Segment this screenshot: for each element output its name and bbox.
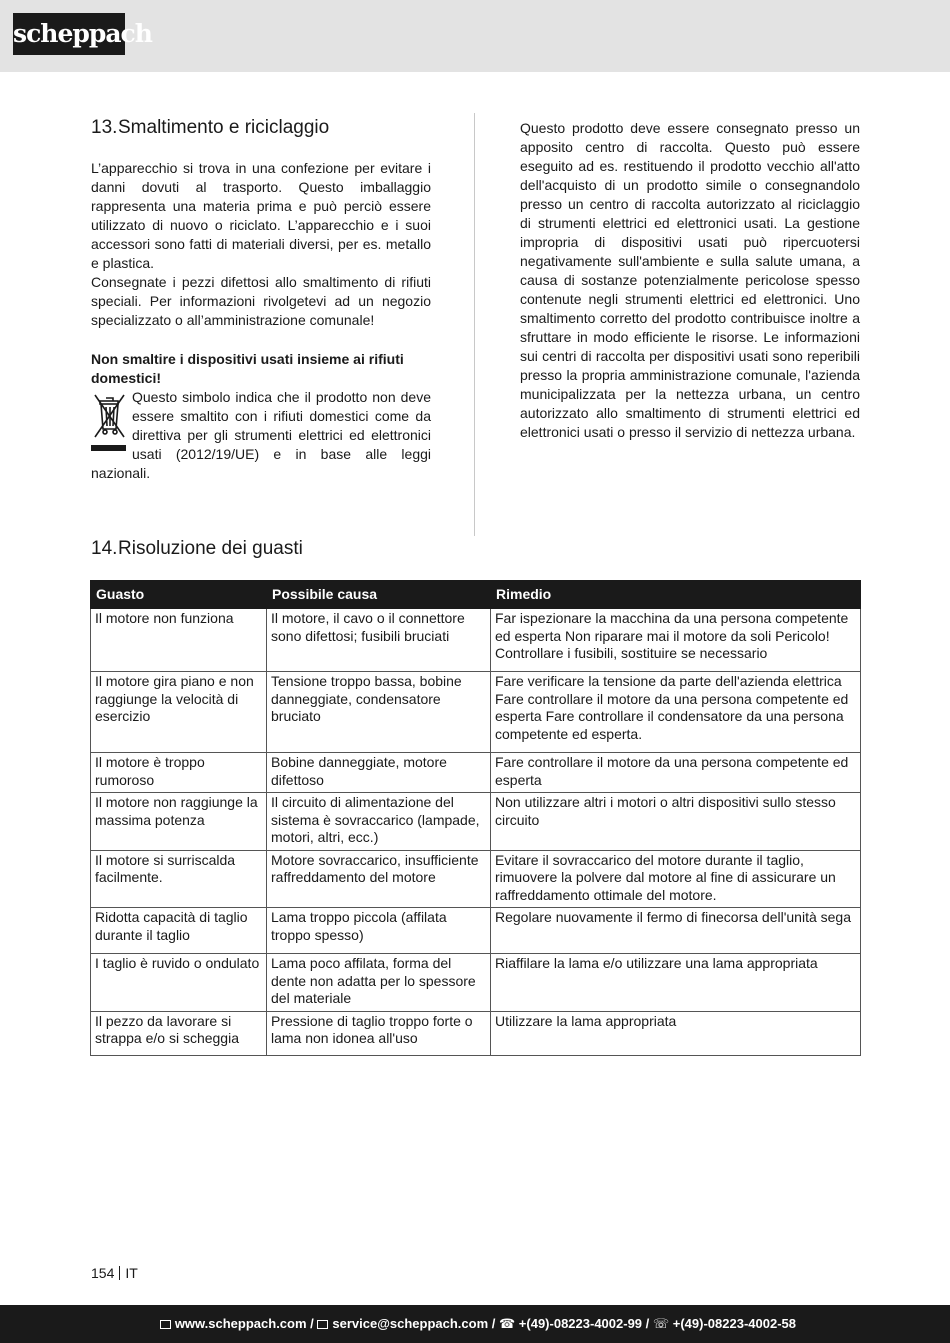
cause-cell: Il motore, il cavo o il connettore sono difettosi; fusibili bruciati [267,609,491,672]
table-row [91,609,861,672]
fault-cell: I taglio è ruvido o ondulato [91,954,267,1012]
fault-cell: Il motore gira piano e non raggiunge la velocità di esercizio [91,672,267,753]
section-14-number: 14. [91,538,118,559]
page-number-separator [119,1266,120,1280]
footer-email[interactable]: service@scheppach.com / [332,1316,496,1331]
page-number-value: 154 [91,1265,115,1281]
table-row [91,850,861,908]
header-remedy: Rimedio [491,581,861,609]
footer-phone: ☎ +(49)-08223-4002-99 / [499,1316,650,1331]
troubleshooting-table [90,580,861,1056]
page-header [0,0,950,72]
cause-cell: Tensione troppo bassa, bobine danneggiate, condensatore bruciato [267,672,491,753]
computer-icon [160,1320,171,1329]
disposal-column-left [91,117,431,483]
remedy-cell: Riaffilare la lama e/o utilizzare una lama appropriata [491,954,861,1012]
disposal-warning: Non smaltire i dispositivi usati insieme ai rifiuti domestici! [91,351,404,386]
mail-icon [317,1320,328,1329]
section-13-heading: Smaltimento e riciclaggio [118,117,330,138]
footer-fax: ☏ +(49)-08223-4002-58 [652,1316,796,1331]
table-row [91,908,861,954]
fault-cell: Il motore non funziona [91,609,267,672]
table-row [91,793,861,851]
section-14-title [91,538,303,560]
table-header-row [91,581,861,609]
cause-cell: Motore sovraccarico, insufficiente raffreddamento del motore [267,850,491,908]
disposal-column-right [520,119,860,442]
table-row [91,672,861,753]
fault-cell: Il motore non raggiunge la massima potenza [91,793,267,851]
page-language: IT [125,1265,138,1281]
cause-cell: Lama troppo piccola (affilata troppo spesso) [267,908,491,954]
remedy-cell: Fare verificare la tensione da parte dell'azienda elettrica Fare controllare il motore da una persona competente ed esperta Fare controllare il condensatore da una persona competente ed esperta. [491,672,861,753]
cause-cell: Il circuito di alimentazione del sistema è sovraccarico (lampade, motori, altri, ecc.) [267,793,491,851]
column-divider [474,113,475,536]
remedy-cell: Utilizzare la lama appropriata [491,1011,861,1055]
section-14-heading: Risoluzione dei guasti [118,538,303,559]
brand-logo: scheppach [13,13,125,55]
fault-cell: Ridotta capacità di taglio durante il taglio [91,908,267,954]
footer-website[interactable]: www.scheppach.com / [174,1316,314,1331]
header-cause: Possibile causa [267,581,491,609]
page-footer [0,1305,950,1343]
disposal-paragraph-1: L’apparecchio si trova in una confezione per evitare i danni dovuti al trasporto. Questo imballaggio rappresenta una materia prima e può perciò essere utilizzato di nuovo o riciclato. L’apparecchio e i suoi accessori sono fatti di materiali diversi, per es. metallo e plastica. [91,160,431,271]
fault-cell: Il motore si surriscalda facilmente. [91,850,267,908]
section-13-number: 13. [91,117,118,138]
footer-contacts [160,1316,796,1332]
page-number [91,1265,138,1281]
remedy-cell: Regolare nuovamente il fermo di finecorsa dell'unità sega [491,908,861,954]
cause-cell: Pressione di taglio troppo forte o lama non idonea all'uso [267,1011,491,1055]
table-row [91,954,861,1012]
fault-cell: Il motore è troppo rumoroso [91,753,267,793]
remedy-cell: Non utilizzare altri i motori o altri dispositivi sullo stesso circuito [491,793,861,851]
remedy-cell: Evitare il sovraccarico del motore durante il taglio, rimuovere la polvere dal motore al fine di assicurare un raffreddamento ottimale del motore. [491,850,861,908]
weee-symbol-text: Questo simbolo indica che il prodotto non deve essere smaltito con i rifiuti domestici come da direttiva per gli strumenti elettrici ed elettronici usati (2012/19/UE) e in base alle leggi nazionali. [91,389,431,481]
header-fault: Guasto [91,581,267,609]
remedy-cell: Fare controllare il motore da una persona competente ed esperta [491,753,861,793]
crossed-bin-icon [91,391,128,457]
disposal-paragraph-2: Consegnate i pezzi difettosi allo smaltimento di rifiuti speciali. Per informazioni rivolgetevi ad un negozio specializzato o all’amministrazione comunale! [91,274,431,328]
cause-cell: Bobine danneggiate, motore difettoso [267,753,491,793]
table-row [91,1011,861,1055]
table-row [91,753,861,793]
remedy-cell: Far ispezionare la macchina da una persona competente ed esperta Non riparare mai il motore da soli Pericolo! Controllare i fusibili, sostituire se necessario [491,609,861,672]
cause-cell: Lama poco affilata, forma del dente non adatta per lo spessore del materiale [267,954,491,1012]
fault-cell: Il pezzo da lavorare si strappa e/o si scheggia [91,1011,267,1055]
weee-symbol-block [91,388,431,483]
section-13-title [91,117,431,139]
disposal-collection-paragraph: Questo prodotto deve essere consegnato presso un apposito centro di raccolta. Questo può essere eseguito ad es. restituendo il prodotto vecchio all'atto dell'acquisto di un prodotto simile o consegnandolo presso un centro di raccolta autorizzato al riciclaggio di strumenti elettrici ed elettronici usati. La gestione impropria di dispositivi usati può ripercuotersi negativamente sull'ambiente e sulla salute umana, a causa di sostanze potenzialmente pericolose spesso contenute negli strumenti elettrici ed elettronici. Uno smaltimento corretto del prodotto contribuisce inoltre a sfruttare in modo efficiente le risorse. Le informazioni sui centri di raccolta per dispositivi usati sono reperibili presso la propria amministrazione comunale, l'azienda municipalizzata per la nettezza urbana, un centro autorizzato allo smaltimento di strumenti elettrici ed elettronici usati o presso il servizio di nettezza urbana. [520,120,860,440]
